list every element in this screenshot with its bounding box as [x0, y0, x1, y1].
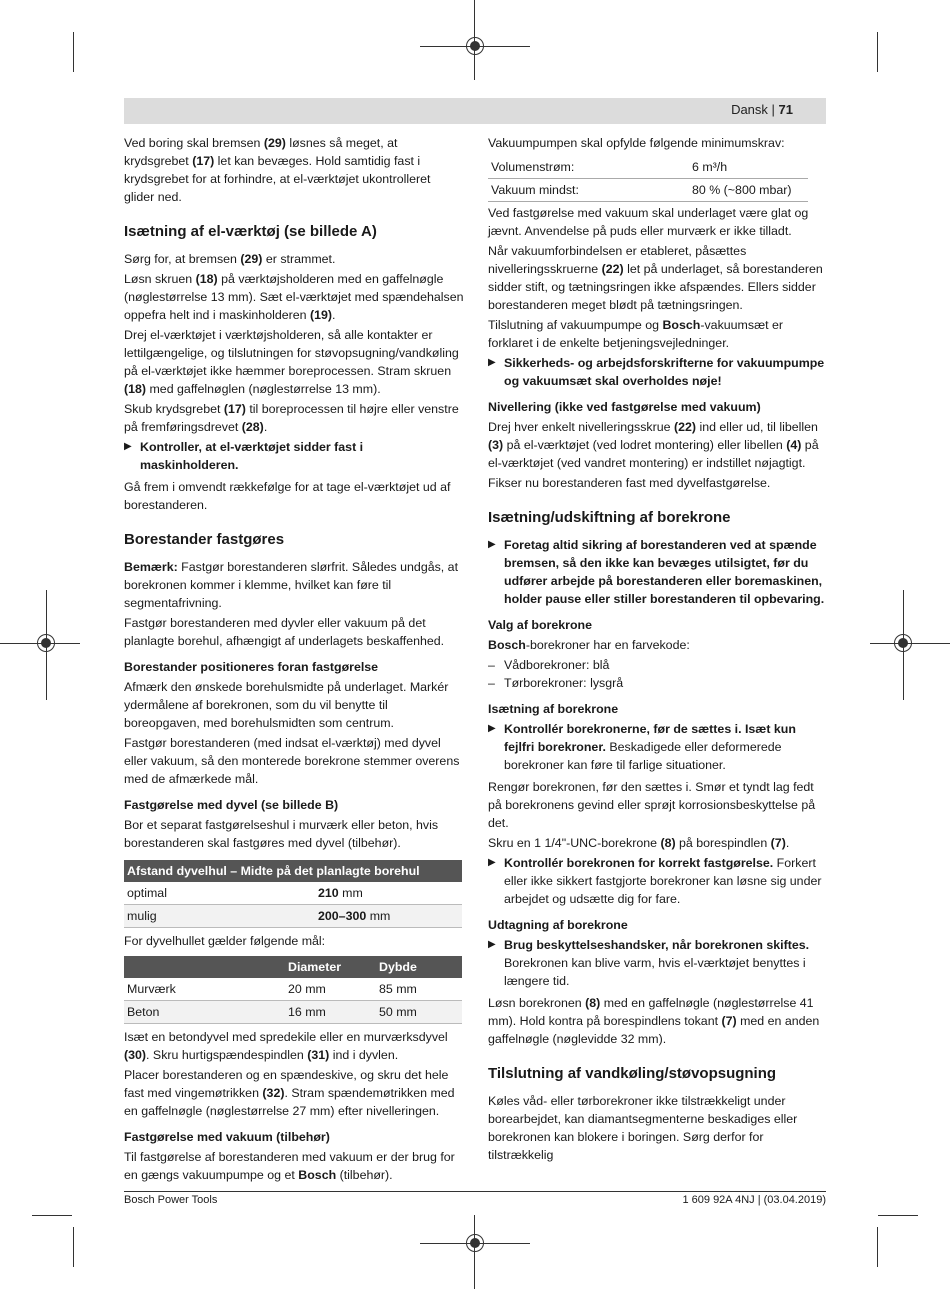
paragraph: Tilslutning af vakuumpumpe og Bosch-vakuumsæt er forklaret i de enkelte betjeningsvejledninger.: [488, 318, 783, 350]
right-column: [488, 134, 828, 1166]
table-row: optimal 210 mm: [124, 882, 462, 905]
paragraph: Løsn borekronen (8) med en gaffelnøgle (nøglestørrelse 41 mm). Hold kontra på borespindlens tokant (7) med en anden gaffelnøgle (nøglevidde 32 mm).: [488, 996, 820, 1046]
paragraph: Placer borestanderen og en spændeskive, og skru det hele fast med vingemøtrikken (32). Stram spændemøtrikken med en gaffelnøgle (nøglestørrelse 27 mm) efter nivelleringen.: [124, 1068, 455, 1118]
page-header: [124, 98, 826, 124]
header-language: Dansk: [731, 102, 768, 117]
paragraph: Fastgør borestanderen (med indsat el-værktøj) med dyvel eller vakuum, så den monterede borekrone stemmer overens med de afmærkede mål.: [124, 736, 460, 786]
paragraph: Når vakuumforbindelsen er etableret, påsættes nivelleringsskruerne (22) let på underlaget, så borestanderen sidder stift, og tætningsringen ikke afspændes. Ellers sidder borestanderen meget blødt på tætningsringen.: [488, 244, 823, 312]
paragraph: Til fastgørelse af borestanderen med vakuum er der brug for en gængs vakuumpumpe og et Bosch (tilbehør).: [124, 1150, 455, 1182]
triangle-bullet-icon: ▶: [488, 357, 496, 368]
warning-bullet: ▶ Kontroller, at el-værktøjet sidder fast i maskinholderen.: [124, 440, 364, 472]
warning-bullet: ▶ Kontrollér borekronen for korrekt fastgørelse. Forkert eller ikke sikkert fastgjorte borekroner kan løsne sig under arbejdet og udsætte dig for fare.: [488, 856, 822, 906]
subsection-heading: Valg af borekrone: [488, 618, 592, 632]
paragraph: Sørg for, at bremsen (29) er strammet.: [124, 252, 336, 266]
crop-mark: [73, 32, 74, 72]
crop-mark: [73, 1227, 74, 1267]
list-item: – Tørborekroner: lysgrå: [488, 676, 624, 690]
footer-brand: Bosch Power Tools: [124, 1194, 218, 1206]
table-row: Volumenstrøm: 6 m³/h: [488, 156, 808, 179]
paragraph: Køles våd- eller tørborekroner ikke tilstrækkeligt under borearbejdet, kan diamantsegmenterne beskadiges eller borekronen kan blokere i boringen. Sørg derfor for tilstrækkelig: [488, 1094, 798, 1162]
paragraph: For dyvelhullet gælder følgende mål:: [124, 934, 326, 948]
triangle-bullet-icon: ▶: [124, 441, 132, 452]
table-row: Vakuum mindst: 80 % (~800 mbar): [488, 179, 808, 202]
dowel-table: Diameter Dybde Murværk 20 mm 85 mm Beton 16 mm 50 mm: [124, 956, 462, 1024]
section-heading: Isætning af el-værktøj (se billede A): [124, 223, 377, 240]
paragraph: Skub krydsgrebet (17) til boreprocessen til højre eller venstre på fremføringsdrevet (28).: [124, 402, 459, 434]
registration-mark: [466, 1234, 484, 1252]
registration-mark: [37, 634, 55, 652]
footer-doc-id: 1 609 92A 4NJ | (03.04.2019): [682, 1194, 826, 1206]
note-paragraph: Bemærk: Fastgør borestanderen slørfrit. Således undgås, at borekronen kommer i klemme, hvilket kan føre til segmentafrivning.: [124, 560, 459, 610]
crop-mark: [877, 32, 878, 72]
paragraph: Isæt en betondyvel med spredekile eller en murværksdyvel (30). Skru hurtigspændespindlen (31) ind i dyvlen.: [124, 1030, 448, 1062]
subsection-heading: Fastgørelse med dyvel (se billede B): [124, 798, 339, 812]
paragraph: Ved fastgørelse med vakuum skal underlaget være glat og jævnt. Anvendelse på puds eller murværk er ikke tilladt.: [488, 206, 809, 238]
table-header: Afstand dyvelhul – Midte på det planlagte borehul: [124, 860, 462, 882]
triangle-bullet-icon: ▶: [488, 723, 496, 734]
paragraph: Drej el-værktøjet i værktøjsholderen, så alle kontakter er lettilgængelige, og tilslutningen for støvopsugning/vandkøling på el-værktøjet ikke hæmmer boreprocessen. Stram skruen (18) med gaffelnøglen (nøglestørrelse 13 mm).: [124, 328, 459, 396]
paragraph: Drej hver enkelt nivelleringsskrue (22) ind eller ud, til libellen (3) på el-værktøjet (ved lodret montering) eller libellen (4) på el-værktøjet (ved vandret montering) er indstillet nøjagtigt.: [488, 420, 819, 470]
subsection-heading: Nivellering (ikke ved fastgørelse med vakuum): [488, 400, 761, 414]
list-item: – Vådborekroner: blå: [488, 658, 610, 672]
subsection-heading: Isætning af borekrone: [488, 702, 619, 716]
paragraph: Fikser nu borestanderen fast med dyvelfastgørelse.: [488, 476, 771, 490]
table-row: Murværk 20 mm 85 mm: [124, 978, 462, 1001]
paragraph: Afmærk den ønskede borehulsmidte på underlaget. Markér ydermålene af borekronen, som du vil benytte til boreopgaven, med borehulsmidten som centrum.: [124, 680, 449, 730]
table-row: mulig 200–300 mm: [124, 905, 462, 928]
distance-table: [124, 860, 462, 928]
paragraph: Gå frem i omvendt rækkefølge for at tage el-værktøjet ud af borestanderen.: [124, 480, 451, 512]
paragraph: Bosch-borekroner har en farvekode:: [488, 638, 690, 652]
warning-bullet: ▶ Sikkerheds- og arbejdsforskrifterne for vakuumpumpe og vakuumsæt skal overholdes nøje!: [488, 356, 825, 388]
subsection-heading: Udtagning af borekrone: [488, 918, 628, 932]
page-header-label: Dansk | 71: [731, 102, 793, 117]
paragraph: Skru en 1 1/4"-UNC-borekrone (8) på borespindlen (7).: [488, 836, 790, 850]
section-heading: Borestander fastgøres: [124, 531, 285, 548]
paragraph: Vakuumpumpen skal opfylde følgende minimumskrav:: [488, 136, 785, 150]
triangle-bullet-icon: ▶: [488, 939, 496, 950]
paragraph: Rengør borekronen, før den sættes i. Smør et tyndt lag fedt på borekronens gevind eller sprøjt korrosionsbeskyttelse på det.: [488, 780, 816, 830]
paragraph: Ved boring skal bremsen (29) løsnes så meget, at krydsgrebet (17) let kan bevæges. Hold samtidig fast i krydsgrebet for at forhindre, at el-værktøjet ukontrolleret glider ned.: [124, 136, 431, 204]
page-footer: [124, 1191, 826, 1206]
subsection-heading: Fastgørelse med vakuum (tilbehør): [124, 1130, 330, 1144]
section-heading: Tilslutning af vandkøling/støvopsugning: [488, 1065, 777, 1082]
paragraph: Fastgør borestanderen med dyvler eller vakuum på det planlagte borehul, afhængigt af underlagets beskaffenhed.: [124, 616, 445, 648]
subsection-heading: Borestander positioneres foran fastgørelse: [124, 660, 379, 674]
page-number: 71: [778, 102, 793, 117]
registration-mark: [466, 37, 484, 55]
crop-mark: [878, 1215, 918, 1216]
crop-mark: [32, 1215, 72, 1216]
registration-mark: [894, 634, 912, 652]
left-column: [124, 134, 464, 1186]
warning-bullet: ▶ Kontrollér borekronerne, før de sættes i. Isæt kun fejlfri borekroner. Beskadigede eller deformerede borekroner kan føre til farlige situationer.: [488, 722, 796, 772]
crop-mark: [474, 1215, 475, 1289]
section-heading: Isætning/udskiftning af borekrone: [488, 509, 731, 526]
warning-bullet: ▶ Foretag altid sikring af borestanderen ved at spænde bremsen, så den ikke kan bevæges utilsigtet, før du udfører arbejde på borestanderen eller boremaskinen, holder pause eller stiller borestanderen til opbevaring.: [488, 538, 825, 606]
vacuum-requirements-table: [488, 156, 808, 202]
paragraph: Løsn skruen (18) på værktøjsholderen med en gaffelnøgle (nøglestørrelse 13 mm). Sæt el-værktøjet med spændehalsen oppefra helt ind i maskinholderen (19).: [124, 272, 464, 322]
crop-mark: [877, 1227, 878, 1267]
table-row: Beton 16 mm 50 mm: [124, 1001, 462, 1024]
triangle-bullet-icon: ▶: [488, 857, 496, 868]
triangle-bullet-icon: ▶: [488, 539, 496, 550]
warning-bullet: ▶ Brug beskyttelseshandsker, når borekronen skiftes. Borekronen kan blive varm, hvis el-værktøjet benyttes i længere tid.: [488, 938, 810, 988]
paragraph: Bor et separat fastgørelseshul i murværk eller beton, hvis borestanderen skal fastgøres med dyvel (tilbehør).: [124, 818, 439, 850]
